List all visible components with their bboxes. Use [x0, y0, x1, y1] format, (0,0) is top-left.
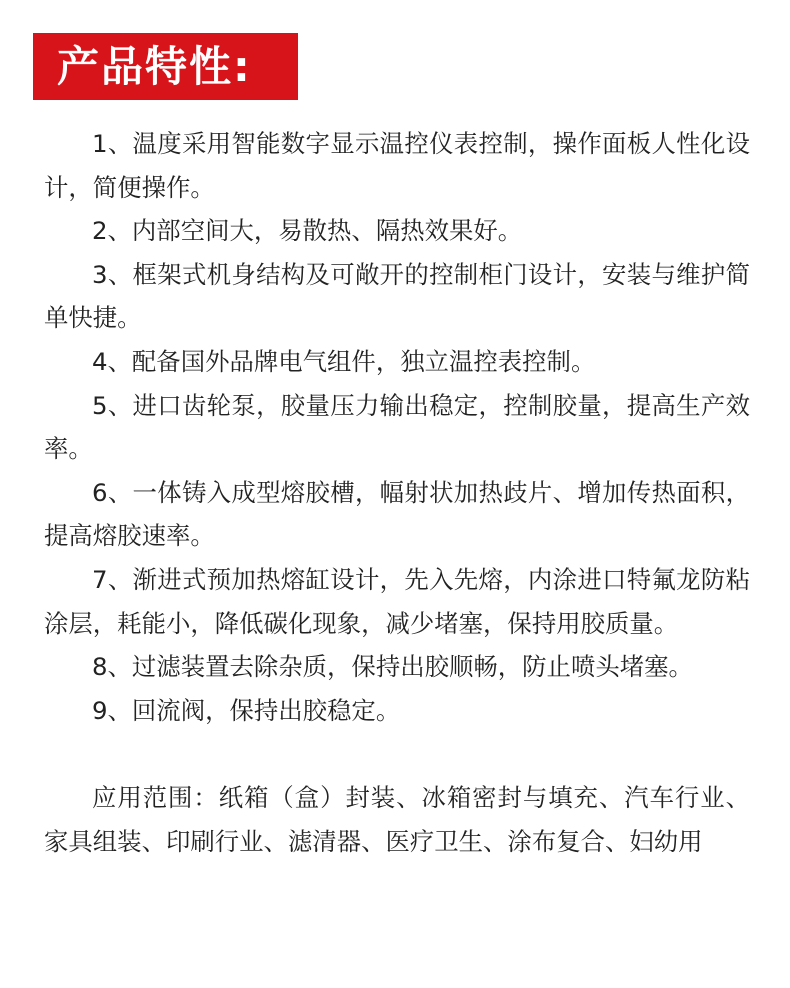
section-header-banner	[33, 33, 298, 100]
feature-item-3: 3、框架式机身结构及可敞开的控制柜门设计，安装与维护简单快捷。	[44, 259, 750, 333]
feature-item-5: 5、进口齿轮泵，胶量压力输出稳定，控制胶量，提高生产效率。	[44, 390, 750, 464]
section-title: 产品特性:	[57, 41, 252, 91]
section-spacer	[44, 732, 750, 776]
feature-item-9: 9、回流阀，保持出胶稳定。	[92, 695, 401, 725]
feature-item-7: 7、渐进式预加热熔缸设计，先入先熔，内涂进口特氟龙防粘涂层，耗能小，降低碳化现象，减少堵塞，保持用胶质量。	[44, 564, 750, 638]
feature-item-4: 4、配备国外品牌电气组件，独立温控表控制。	[92, 346, 596, 376]
feature-content	[44, 122, 750, 864]
feature-item-8: 8、过滤装置去除杂质，保持出胶顺畅，防止喷头堵塞。	[92, 652, 693, 682]
application-scope: 应用范围：纸箱（盒）封装、冰箱密封与填充、汽车行业、家具组装、印刷行业、滤清器、医疗卫生、涂布复合、妇幼用	[44, 783, 750, 856]
feature-item-6: 6、一体铸入成型熔胶槽，幅射状加热歧片、增加传热面积，提高熔胶速率。	[44, 477, 750, 551]
feature-item-2: 2、内部空间大，易散热、隔热效果好。	[92, 216, 523, 246]
feature-item-1: 1、温度采用智能数字显示温控仪表控制，操作面板人性化设计，简便操作。	[44, 129, 750, 202]
